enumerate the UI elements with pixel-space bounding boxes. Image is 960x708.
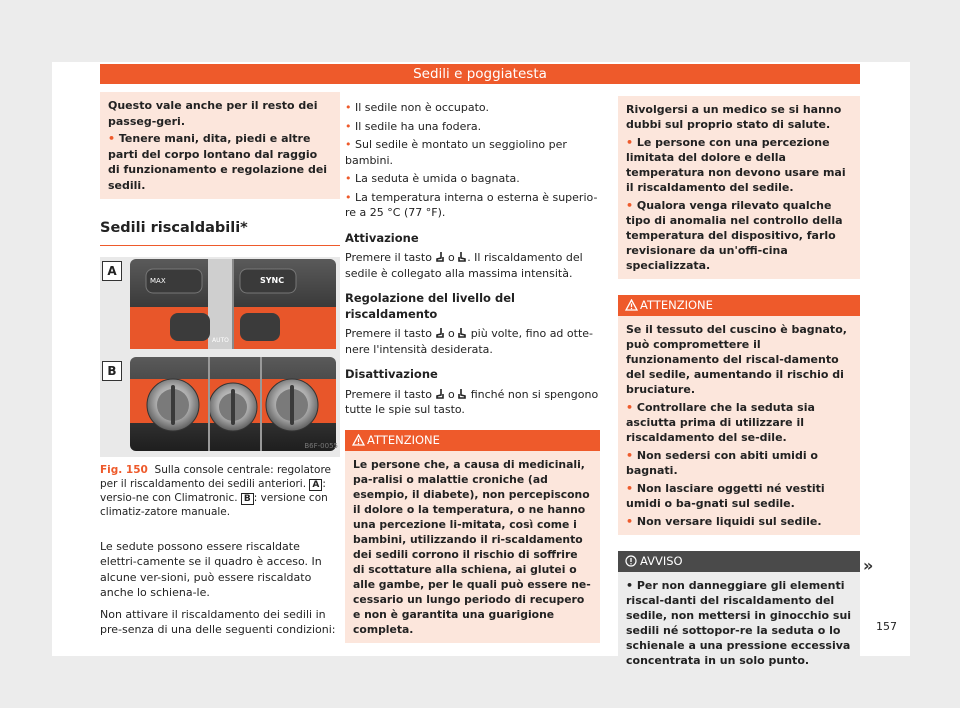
continue-mark: » [863,556,874,575]
note-intro: Rivolgersi a un medico se si hanno dubbi sul proprio stato di salute. [626,103,842,131]
caption-text: Sulla console centrale: regolatore per il riscaldamento dei sedili anteriori. [100,463,332,490]
button-label-sync: SYNC [260,275,285,285]
warning-triangle-icon [352,434,365,446]
text: o [447,327,455,340]
column-left [100,92,340,638]
condition-item: La temperatura interna o esterna è superio-re a 25 °C (77 °F). [345,190,598,219]
figure-150 [100,257,340,457]
bullet-icon: • [626,136,637,149]
warning-header [618,295,860,316]
bullet-icon: • [626,482,637,495]
warning-item: Non sedersi con abiti umidi o bagnati. [626,449,818,477]
notice-header [618,551,860,572]
notice-box [618,551,860,674]
caption-b-text: : versione con climatiz-zatore manuale. [100,491,328,518]
notice-title: AVVISO [640,554,683,568]
text: finché non si spengono tutte le spie sul tasto. [345,387,599,416]
warning-item: Non lasciare oggetti né vestiti umidi o ba-gnati sul sedile. [626,482,825,510]
caption-label-b: B [241,493,254,505]
body-paragraph-1: Le sedute possono essere riscaldate elettri-camente se il quadro è acceso. In alcune ver-sioni, può essere riscaldato anche lo schiena-le. [100,539,322,599]
figure-caption [100,463,340,519]
info-circle-icon [625,555,637,567]
figure-number: Fig. 150 [100,463,148,476]
seat-heating-right-icon [458,388,467,399]
bullet-icon: • [626,579,637,592]
health-note [618,96,860,279]
text: Premere il tasto [345,327,432,340]
bullet-icon: • [108,132,119,145]
bullet-icon: • [345,138,355,151]
text: Premere il tasto [345,251,432,264]
heading-regolazione: Regolazione del livello del riscaldamento [345,291,515,321]
section-title: Sedili riscaldabili* [100,220,248,236]
warning-content [618,316,860,535]
warning-intro: Se il tessuto del cuscino è bagnato, può compromettere il funzionamento del riscal-damento del sedile, aumentando il rischio di bruciature. [626,323,847,396]
bullet-icon: • [345,119,355,133]
column-middle [345,100,600,643]
text: o [447,251,455,264]
condition-item: Sul sedile è montato un seggiolino per bambini. [345,138,567,167]
bullet-icon: • [626,449,637,462]
paragraph-attivazione [345,250,600,281]
section-divider [100,245,340,246]
page-number: 157 [876,620,897,633]
condition-item: Il sedile non è occupato. [355,101,489,114]
text: . Il riscaldamento del sedile è collegato alla massima intensità. [345,251,583,280]
condition-item: La seduta è umida o bagnata. [355,172,520,185]
warning-box-right [618,295,860,535]
figure-code: B6F-0055 [304,442,338,450]
text: Premere il tasto [345,387,432,401]
body-paragraph-2: Non attivare il riscaldamento dei sedili in pre-senza di una delle seguenti condizioni: [100,607,336,636]
seat-heating-right-icon [458,251,467,262]
figure-label-a: A [102,261,122,281]
seat-heating-left-icon [435,327,444,338]
figure-label-b: B [102,361,122,381]
caption-label-a: A [309,479,322,491]
bullet-icon: • [345,190,355,204]
note-item: Le persone con una percezione limitata del dolore e della temperatura non devono usare mai il riscaldamento del sedile. [626,136,846,194]
notice-content [618,572,860,674]
warning-triangle-icon [625,299,638,311]
warning-text: Le persone che, a causa di medicinali, pa-ralisi o malattie croniche (ad esempio, il diabete), non percepiscono il dolore o la temperatura, o ne hanno una percezione li-mitata, così come i bambini, utilizzando il ri-scaldamento dei sedili corrono il rischio di soffrire di scottature alla schiena, ai glutei o alle gambe, per le quali può essere ne-cessario un lungo periodo di recupero e non è garantita una guarigione completa. [353,457,591,636]
bullet-icon: • [626,199,637,212]
warning-header [345,430,600,451]
seat-heating-left-icon [435,251,444,262]
notice-text: Per non danneggiare gli elementi riscal-danti del riscaldamento del sedile, non mettersi in ginocchio sui sedili né sottopor-re la seduta o lo schienale a una pressione eccessiva concentrata in un solo punto. [626,579,852,667]
safety-note [100,92,340,199]
bullet-icon: • [626,515,637,528]
note-intro: Questo vale anche per il resto dei passeg-geri. [108,99,318,128]
button-label-auto: AUTO [212,336,229,344]
page-header: Sedili e poggiatesta [100,64,860,84]
text: o [447,387,455,401]
seat-heating-left-icon [435,388,444,399]
paragraph-regolazione [345,326,600,357]
warning-title: ATTENZIONE [367,432,440,447]
climate-panel-image [100,257,340,457]
caption-a-text: : versio-ne con Climatronic. [100,477,326,504]
bullet-icon: • [345,172,355,185]
warning-item: Non versare liquidi sul sedile. [636,515,822,528]
warning-box-middle [345,430,600,643]
bullet-icon: • [345,101,355,114]
column-right [618,96,860,674]
heading-attivazione: Attivazione [345,230,419,245]
paragraph-disattivazione [345,387,600,418]
button-label-max: MAX [150,276,166,285]
note-item: Qualora venga rilevato qualche tipo di anomalia nel controllo della temperatura del dispositivo, farlo revisionare da un'offi-cina specializzata. [626,199,843,272]
bullet-icon: • [626,401,637,414]
warning-item: Controllare che la seduta sia asciutta prima di utilizzare il riscaldamento del se-dile. [626,401,815,444]
note-item: Tenere mani, dita, piedi e altre parti del corpo lontano dal raggio di funzionamento e regolazione dei sedili. [108,132,328,192]
heading-disattivazione: Disattivazione [345,367,438,381]
condition-item: Il sedile ha una fodera. [355,119,482,133]
warning-title: ATTENZIONE [640,298,713,312]
text: più volte, fino ad otte-nere l'intensità desiderata. [345,327,594,356]
seat-heating-right-icon [458,327,467,338]
